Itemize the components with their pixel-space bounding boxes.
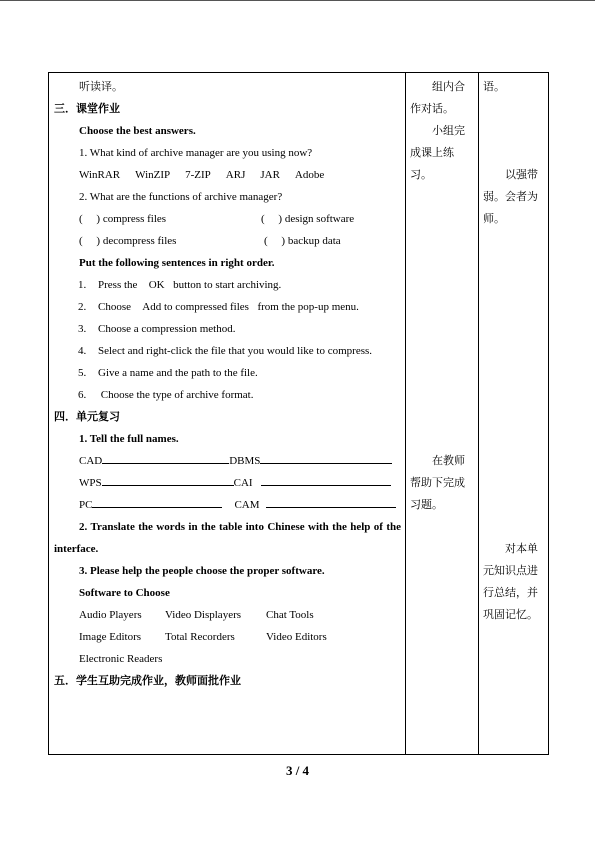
answer-blank: [102, 451, 229, 464]
answer-blank: [92, 495, 222, 508]
question-1: 1. What kind of archive manager are you using now?: [79, 147, 313, 159]
text-line: 听读译。: [79, 81, 123, 93]
question-2-options-row: [54, 208, 401, 230]
option: WinZIP: [135, 169, 171, 181]
software-item: Image Editors: [79, 631, 142, 643]
full-name-row: [54, 472, 401, 494]
activity-column: [49, 73, 406, 755]
answer-blank: [102, 473, 234, 486]
order-number: 5.: [78, 367, 87, 379]
checkbox-option: ( ) decompress files: [79, 235, 177, 247]
software-item: Total Recorders: [165, 631, 235, 643]
order-number: 1.: [78, 279, 87, 291]
checkbox-option: ( ) compress files: [79, 213, 167, 225]
help-people-instruction: 3. Please help the people choose the proper software.: [79, 565, 325, 577]
order-text: Choose the type of archive format.: [98, 389, 254, 401]
option: 7-ZIP: [185, 169, 211, 181]
software-item: Video Displayers: [165, 609, 242, 621]
section-5-heading: 五．学生互助完成作业，教师面批作业: [54, 675, 241, 687]
order-item: [54, 296, 401, 318]
order-text: Press the OK button to start archiving.: [98, 279, 267, 291]
order-text: Give a name and the path to the file.: [98, 367, 258, 379]
question-1-options: [54, 164, 401, 186]
answer-blank: [260, 451, 392, 464]
software-row: [54, 604, 401, 626]
order-number: 4.: [78, 345, 87, 357]
note-group-exercise: 小组完成课上练习。: [410, 125, 465, 181]
order-item: [54, 318, 401, 340]
order-text: Select and right-click the file that you would like to compress.: [98, 345, 373, 357]
abbr-label: WPS: [79, 477, 102, 489]
student-activity-column: [406, 73, 479, 755]
software-item: Audio Players: [79, 609, 142, 621]
software-heading: Software to Choose: [79, 587, 170, 599]
section-3-heading: 三．课堂作业: [54, 103, 120, 115]
order-number: 2.: [78, 301, 87, 313]
option: ARJ: [225, 169, 246, 181]
order-text: Choose Add to compressed files from the pop-up menu.: [98, 301, 344, 313]
answer-blank: [261, 473, 391, 486]
order-item: [54, 340, 401, 362]
answer-blank: [266, 495, 396, 508]
abbr-label: CAM: [234, 499, 260, 511]
software-item: Video Editors: [266, 631, 327, 643]
section-4-heading: 四．单元复习: [54, 411, 120, 423]
software-item: Electronic Readers: [79, 653, 163, 665]
full-name-row: [54, 494, 401, 516]
note-peer-help: 以强带弱。会者为师。: [483, 169, 538, 225]
question-2-options-row: [54, 230, 401, 252]
software-row: [54, 648, 401, 670]
top-rule: [0, 0, 595, 1]
lesson-table: [48, 72, 549, 755]
order-text: Choose a compression method.: [98, 323, 236, 335]
abbr-label: CAI: [233, 477, 253, 489]
note-group-dialogue: 组内合作对话。: [410, 81, 465, 115]
page-number: 3 / 4: [285, 763, 310, 778]
abbr-label: PC: [79, 499, 93, 511]
note-unit-summary: 对本单元知识点进行总结，并巩固记忆。: [483, 543, 538, 621]
order-heading: Put the following sentences in right order.: [79, 257, 275, 269]
checkbox-option: ( ) backup data: [264, 235, 341, 247]
design-intent-column: [479, 73, 549, 755]
order-number: 3.: [78, 323, 87, 335]
software-item: Chat Tools: [266, 609, 314, 621]
abbr-label: CAD: [79, 455, 103, 467]
choose-best-heading: Choose the best answers.: [79, 125, 196, 137]
option: Adobe: [294, 169, 325, 181]
order-item: [54, 384, 401, 406]
note-continued: 语。: [483, 81, 505, 93]
option: JAR: [260, 169, 280, 181]
translate-instruction: 2. Translate the words in the table into Chinese with the help of the interface.: [54, 521, 401, 555]
checkbox-option: ( ) design software: [261, 213, 355, 225]
full-name-row: [54, 450, 401, 472]
full-names-heading: 1. Tell the full names.: [79, 433, 179, 445]
order-number: 6.: [78, 389, 87, 401]
order-item: [54, 274, 401, 296]
question-2: 2. What are the functions of archive manager?: [79, 191, 283, 203]
abbr-label: DBMS: [229, 455, 261, 467]
option: WinRAR: [79, 169, 121, 181]
note-teacher-help: 在教师帮助下完成习题。: [410, 455, 465, 511]
software-row: [54, 626, 401, 648]
order-item: [54, 362, 401, 384]
